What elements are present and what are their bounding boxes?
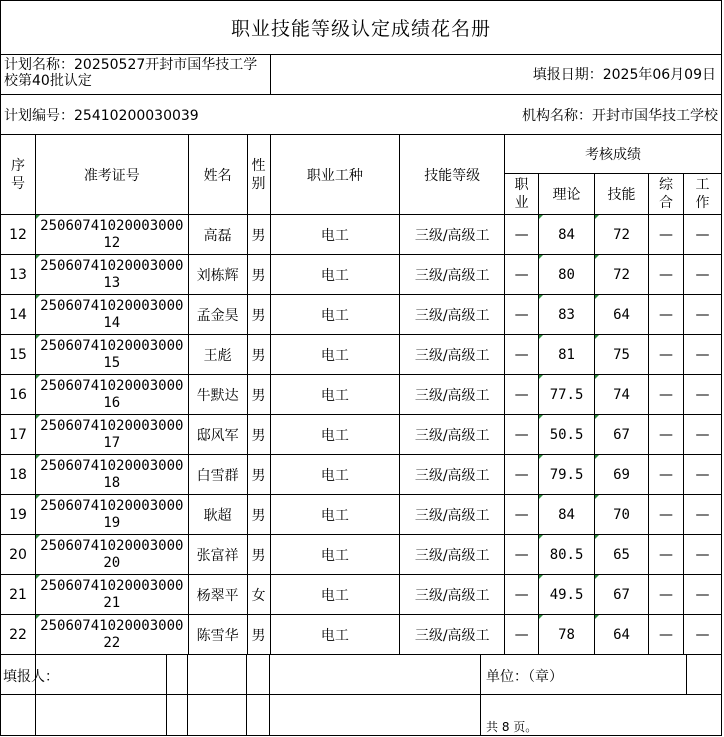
work-score-cell: —	[683, 455, 721, 495]
header-work: 工作	[683, 174, 721, 215]
table-row	[1, 415, 722, 455]
seq-cell: 19	[1, 495, 36, 535]
name-cell: 刘栋辉	[188, 255, 247, 295]
seq-cell: 22	[1, 615, 36, 655]
skill-score-cell: 67	[595, 575, 649, 615]
gender-cell: 男	[247, 615, 270, 655]
level-cell: 三级/高级工	[400, 615, 505, 655]
footer-unit-underline	[480, 694, 722, 695]
name-cell: 高磊	[188, 215, 247, 255]
header-overall: 综合	[648, 174, 683, 215]
work-score-cell: —	[683, 255, 721, 295]
footer-col-lines-4	[480, 654, 481, 736]
skill-score-cell: 64	[595, 295, 649, 335]
theory-score-cell: 80	[539, 255, 595, 295]
job-cell: 电工	[270, 295, 400, 335]
overall-score-cell: —	[648, 535, 683, 575]
theory-score-cell: 50.5	[539, 415, 595, 455]
header-career: 职业	[505, 174, 539, 215]
name-cell: 王彪	[188, 335, 247, 375]
theory-score-cell: 80.5	[539, 535, 595, 575]
organization-name: 机构名称：开封市国华技工学校	[522, 108, 718, 124]
table-row	[1, 215, 722, 255]
table-row	[1, 615, 722, 655]
gender-cell: 男	[247, 335, 270, 375]
overall-score-cell: —	[648, 495, 683, 535]
theory-score-cell: 77.5	[539, 375, 595, 415]
header-seq: 序号	[1, 135, 36, 215]
skill-score-cell: 70	[595, 495, 649, 535]
overall-score-cell: —	[648, 415, 683, 455]
seq-cell: 17	[1, 415, 36, 455]
level-cell: 三级/高级工	[400, 215, 505, 255]
table-row	[1, 335, 722, 375]
work-score-cell: —	[683, 615, 721, 655]
table-row	[1, 455, 722, 495]
work-score-cell: —	[683, 575, 721, 615]
skill-score-cell: 72	[595, 215, 649, 255]
exam-number-cell: 2506074102000300014	[35, 295, 188, 335]
table-row	[1, 535, 722, 575]
overall-score-cell: —	[648, 335, 683, 375]
header-level: 技能等级	[400, 135, 505, 215]
work-score-cell: —	[683, 415, 721, 455]
skill-score-cell: 67	[595, 415, 649, 455]
job-cell: 电工	[270, 535, 400, 575]
skill-score-cell: 72	[595, 255, 649, 295]
unit-stamp-label: 单位：（章）	[486, 669, 563, 685]
seq-cell: 16	[1, 375, 36, 415]
seq-cell: 15	[1, 335, 36, 375]
theory-score-cell: 78	[539, 615, 595, 655]
career-score-cell: —	[505, 455, 539, 495]
career-score-cell: —	[505, 255, 539, 295]
work-score-cell: —	[683, 335, 721, 375]
theory-score-cell: 49.5	[539, 575, 595, 615]
gender-cell: 女	[247, 575, 270, 615]
gender-cell: 男	[247, 295, 270, 335]
exam-number-cell: 2506074102000300019	[35, 495, 188, 535]
exam-number-cell: 2506074102000300017	[35, 415, 188, 455]
skill-score-cell: 69	[595, 455, 649, 495]
theory-score-cell: 81	[539, 335, 595, 375]
page-count: 共 8 页。	[486, 720, 538, 734]
work-score-cell: —	[683, 295, 721, 335]
exam-number-cell: 2506074102000300018	[35, 455, 188, 495]
skill-score-cell: 64	[595, 615, 649, 655]
level-cell: 三级/高级工	[400, 495, 505, 535]
name-cell: 牛默达	[188, 375, 247, 415]
job-cell: 电工	[270, 415, 400, 455]
level-cell: 三级/高级工	[400, 535, 505, 575]
level-cell: 三级/高级工	[400, 255, 505, 295]
document-title: 职业技能等级认定成绩花名册	[0, 0, 722, 54]
level-cell: 三级/高级工	[400, 575, 505, 615]
plan-name: 计划名称：20250527开封市国华技工学校第40批认定	[4, 57, 258, 89]
job-cell: 电工	[270, 575, 400, 615]
skill-score-cell: 75	[595, 335, 649, 375]
exam-number-cell: 2506074102000300020	[35, 535, 188, 575]
name-cell: 陈雪华	[188, 615, 247, 655]
header-name: 姓名	[188, 135, 247, 215]
name-cell: 杨翠平	[188, 575, 247, 615]
theory-score-cell: 79.5	[539, 455, 595, 495]
footer-col-lines-5	[686, 654, 687, 694]
job-cell: 电工	[270, 335, 400, 375]
career-score-cell: —	[505, 615, 539, 655]
career-score-cell: —	[505, 415, 539, 455]
level-cell: 三级/高级工	[400, 455, 505, 495]
overall-score-cell: —	[648, 575, 683, 615]
career-score-cell: —	[505, 535, 539, 575]
work-score-cell: —	[683, 215, 721, 255]
plan-number: 计划编号：25410200030039	[4, 108, 199, 124]
name-cell: 耿超	[188, 495, 247, 535]
footer-col-lines-2	[166, 654, 247, 736]
work-score-cell: —	[683, 495, 721, 535]
career-score-cell: —	[505, 335, 539, 375]
header-exam-no: 准考证号	[35, 135, 188, 215]
name-cell: 张富祥	[188, 535, 247, 575]
name-cell: 孟金昊	[188, 295, 247, 335]
level-cell: 三级/高级工	[400, 415, 505, 455]
header-gender: 性别	[247, 135, 270, 215]
table-row	[1, 295, 722, 335]
gender-cell: 男	[247, 255, 270, 295]
name-cell: 邸风军	[188, 415, 247, 455]
filler-label: 填报人：	[3, 669, 59, 685]
header-skill: 技能	[595, 174, 649, 215]
info-left-border	[270, 54, 271, 95]
work-score-cell: —	[683, 375, 721, 415]
job-cell: 电工	[270, 455, 400, 495]
overall-score-cell: —	[648, 255, 683, 295]
exam-number-cell: 2506074102000300021	[35, 575, 188, 615]
theory-score-cell: 84	[539, 215, 595, 255]
footer-col-lines-3	[247, 654, 270, 736]
exam-number-cell: 2506074102000300013	[35, 255, 188, 295]
level-cell: 三级/高级工	[400, 295, 505, 335]
gender-cell: 男	[247, 455, 270, 495]
career-score-cell: —	[505, 375, 539, 415]
fill-date: 填报日期：2025年06月09日	[532, 67, 716, 83]
info-divider	[0, 94, 722, 95]
job-cell: 电工	[270, 615, 400, 655]
gender-cell: 男	[247, 535, 270, 575]
work-score-cell: —	[683, 535, 721, 575]
header-job: 职业工种	[270, 135, 400, 215]
seq-cell: 14	[1, 295, 36, 335]
header-row-1	[1, 135, 722, 174]
header-scores: 考核成绩	[505, 135, 722, 174]
skill-score-cell: 65	[595, 535, 649, 575]
exam-number-cell: 2506074102000300012	[35, 215, 188, 255]
seq-cell: 21	[1, 575, 36, 615]
table-row	[1, 575, 722, 615]
gender-cell: 男	[247, 375, 270, 415]
gender-cell: 男	[247, 495, 270, 535]
overall-score-cell: —	[648, 455, 683, 495]
career-score-cell: —	[505, 295, 539, 335]
overall-score-cell: —	[648, 215, 683, 255]
exam-number-cell: 2506074102000300022	[35, 615, 188, 655]
job-cell: 电工	[270, 215, 400, 255]
overall-score-cell: —	[648, 295, 683, 335]
score-table	[0, 134, 722, 655]
header-theory: 理论	[539, 174, 595, 215]
job-cell: 电工	[270, 375, 400, 415]
seq-cell: 18	[1, 455, 36, 495]
seq-cell: 12	[1, 215, 36, 255]
seq-cell: 13	[1, 255, 36, 295]
career-score-cell: —	[505, 495, 539, 535]
overall-score-cell: —	[648, 375, 683, 415]
theory-score-cell: 84	[539, 495, 595, 535]
level-cell: 三级/高级工	[400, 375, 505, 415]
overall-score-cell: —	[648, 615, 683, 655]
table-row	[1, 255, 722, 295]
exam-number-cell: 2506074102000300016	[35, 375, 188, 415]
name-cell: 白雪群	[188, 455, 247, 495]
seq-cell: 20	[1, 535, 36, 575]
table-row	[1, 495, 722, 535]
table-row	[1, 375, 722, 415]
job-cell: 电工	[270, 495, 400, 535]
gender-cell: 男	[247, 415, 270, 455]
career-score-cell: —	[505, 215, 539, 255]
career-score-cell: —	[505, 575, 539, 615]
level-cell: 三级/高级工	[400, 335, 505, 375]
skill-score-cell: 74	[595, 375, 649, 415]
theory-score-cell: 83	[539, 295, 595, 335]
job-cell: 电工	[270, 255, 400, 295]
exam-number-cell: 2506074102000300015	[35, 335, 188, 375]
gender-cell: 男	[247, 215, 270, 255]
